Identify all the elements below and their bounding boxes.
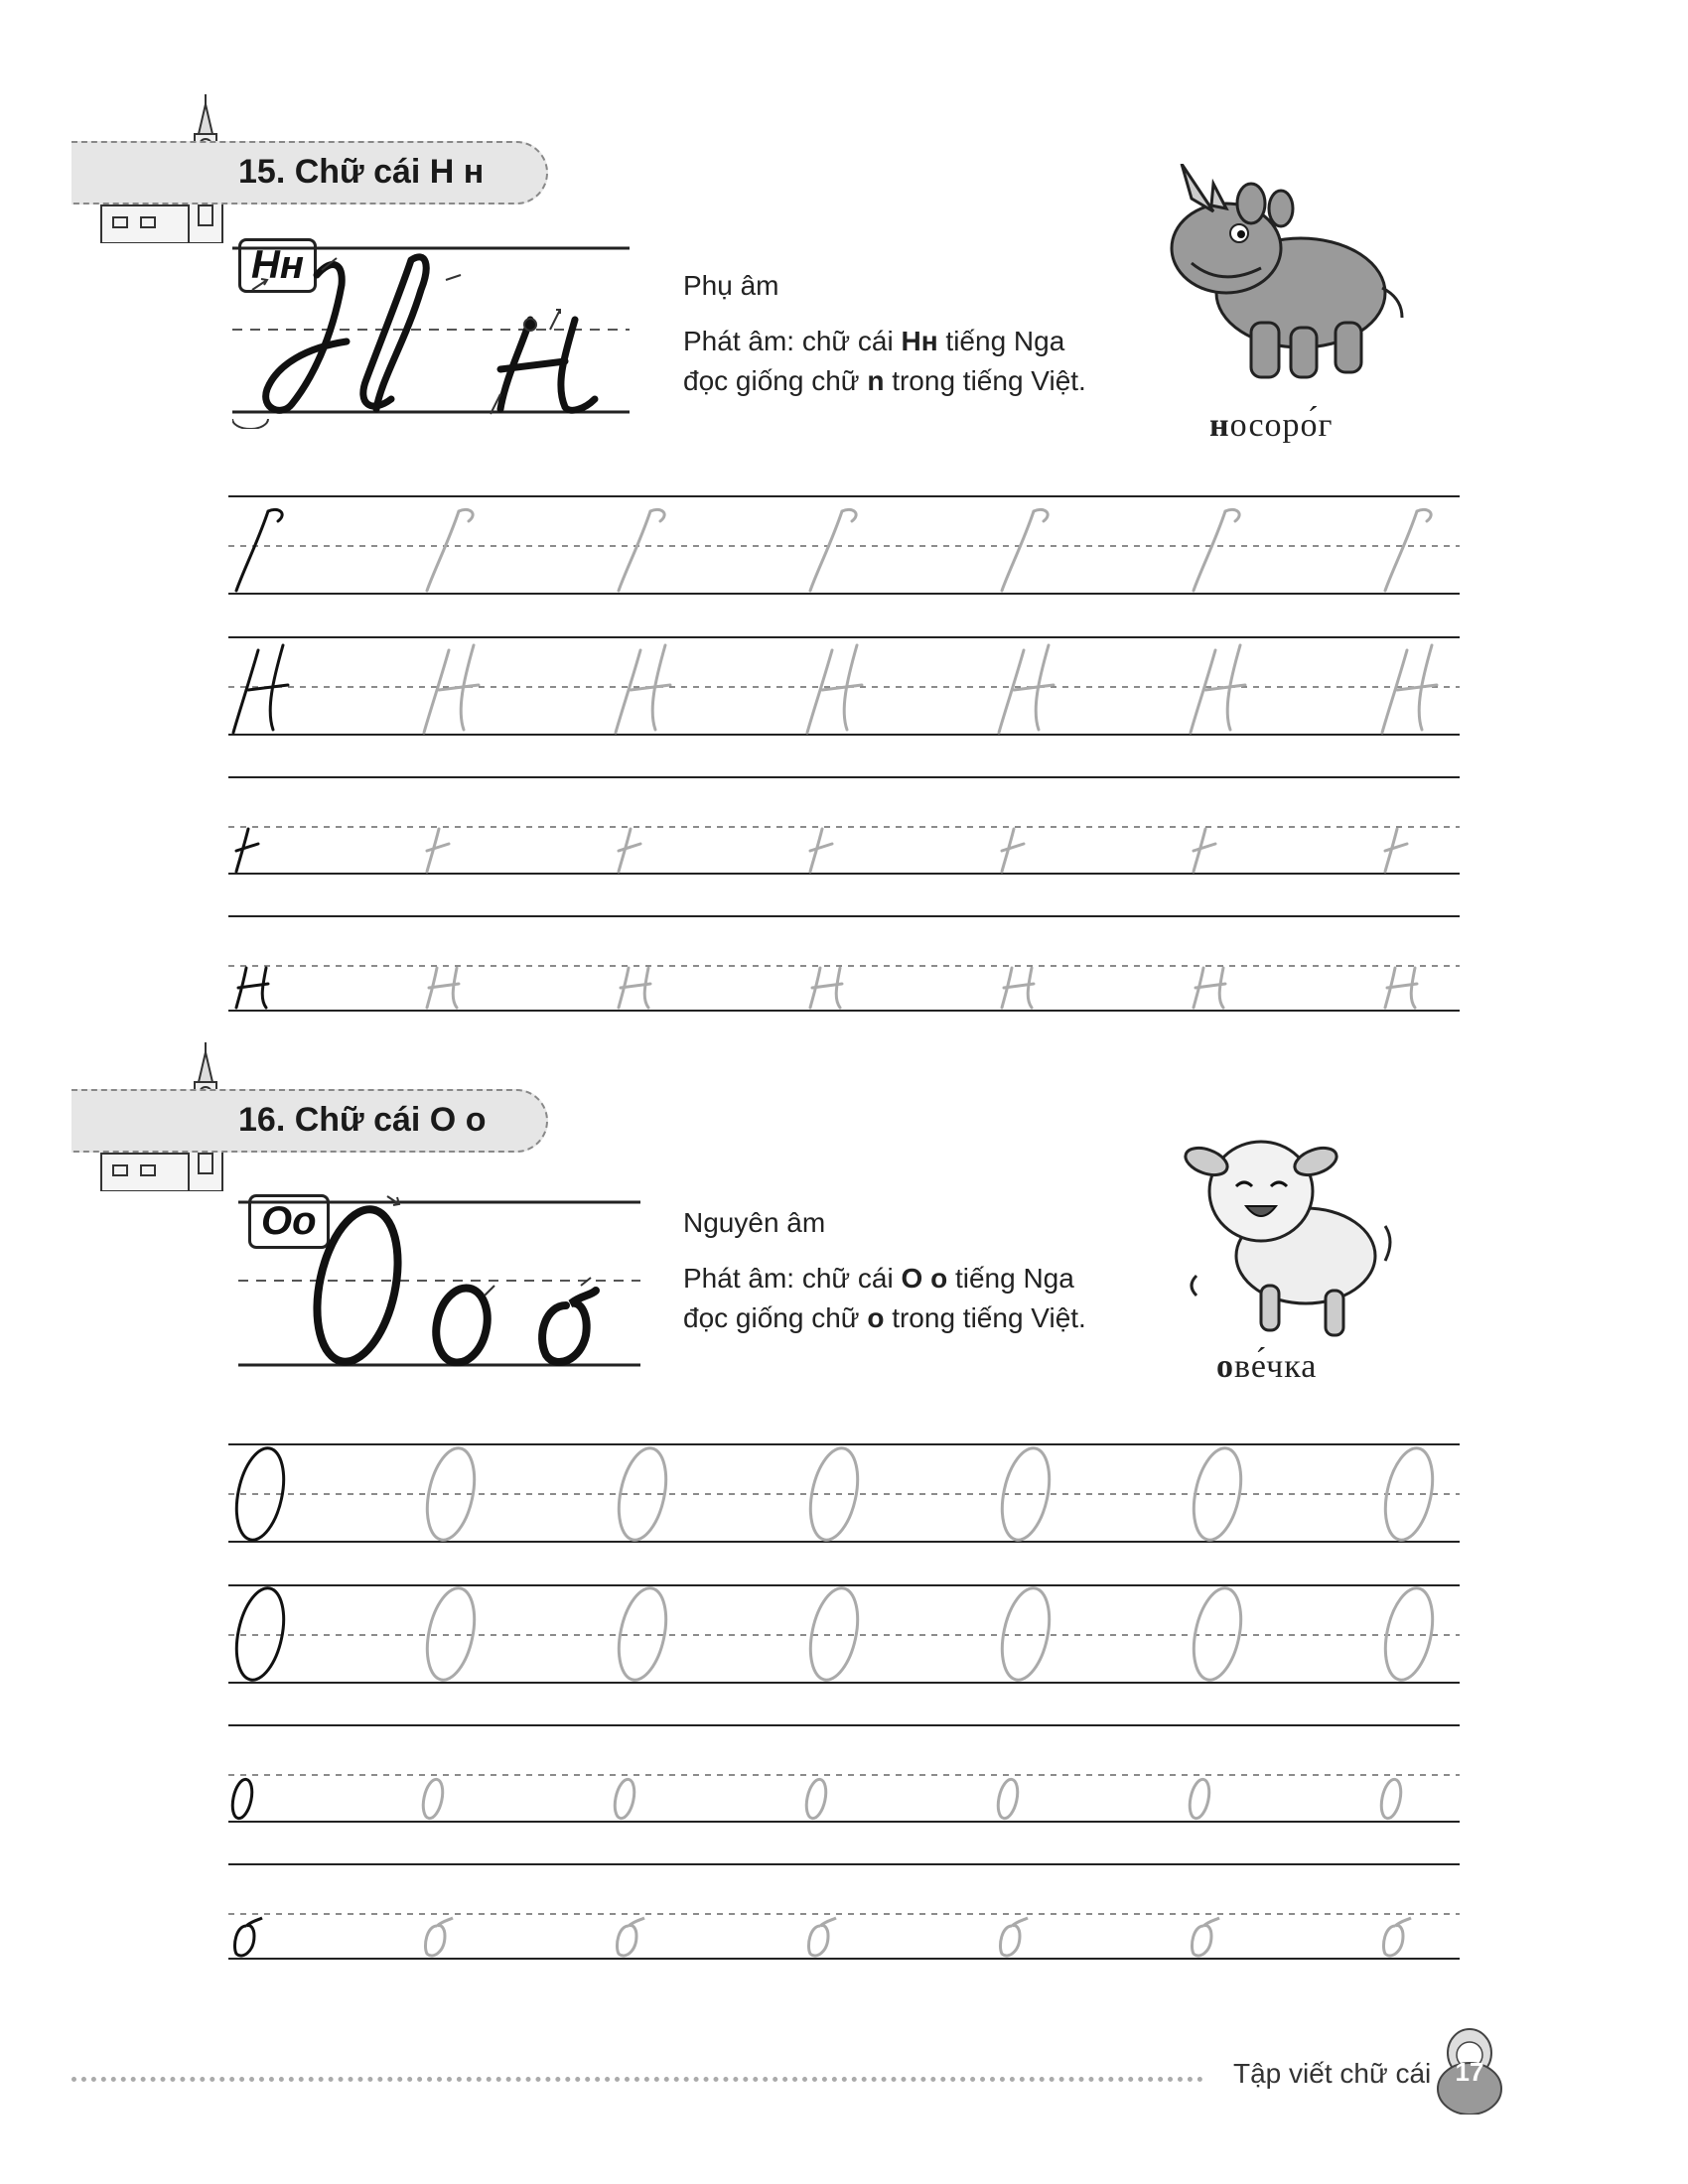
example-word-rest: ве́чка bbox=[1234, 1348, 1318, 1385]
demo-letters-o bbox=[238, 1186, 640, 1380]
pronunciation-letter: O o bbox=[901, 1263, 948, 1294]
pronunciation-text bbox=[683, 322, 1110, 401]
pronunciation-middle: tiếng Nga đọc giống chữ bbox=[683, 1263, 1074, 1333]
letter-label: Нн bbox=[238, 238, 317, 293]
pronunciation-prefix: Phát âm: chữ cái bbox=[683, 326, 902, 356]
example-word-rest: осоро́г bbox=[1229, 407, 1334, 444]
practice-grid-o bbox=[228, 1439, 1460, 1966]
pronunciation-suffix: trong tiếng Việt. bbox=[884, 365, 1086, 396]
section-title: 16. Chữ cái O o bbox=[238, 1101, 487, 1139]
sheep-icon bbox=[1177, 1107, 1405, 1345]
pronunciation-suffix: trong tiếng Việt. bbox=[884, 1302, 1086, 1333]
example-word bbox=[1209, 407, 1333, 445]
letter-description bbox=[683, 266, 1110, 417]
pronunciation-prefix: Phát âm: chữ cái bbox=[683, 1263, 902, 1294]
section-banner bbox=[71, 1089, 548, 1153]
example-word-first: н bbox=[1209, 407, 1230, 444]
pronunciation-viet: n bbox=[867, 365, 885, 396]
page-number: 17 bbox=[1455, 2057, 1484, 2087]
section-title: 15. Chữ cái H н bbox=[238, 153, 485, 191]
footer-divider bbox=[71, 2077, 1203, 2082]
pronunciation-viet: o bbox=[867, 1302, 885, 1333]
pronunciation-middle: tiếng Nga đọc giống chữ bbox=[683, 326, 1065, 396]
letter-type: Nguyên âm bbox=[683, 1207, 826, 1238]
example-word bbox=[1216, 1348, 1317, 1386]
letter-description bbox=[683, 1203, 1110, 1354]
letter-label: Oo bbox=[248, 1194, 330, 1249]
section-banner bbox=[71, 141, 548, 205]
rhino-icon bbox=[1152, 164, 1410, 392]
practice-grid-h bbox=[228, 491, 1460, 1018]
footer-title: Tập viết chữ cái bbox=[1233, 2058, 1432, 2089]
pronunciation-text bbox=[683, 1259, 1110, 1338]
example-word-first: о bbox=[1216, 1348, 1234, 1385]
demo-letters-h bbox=[232, 230, 630, 429]
letter-type: Phụ âm bbox=[683, 270, 779, 301]
pronunciation-letter: Нн bbox=[901, 326, 938, 356]
